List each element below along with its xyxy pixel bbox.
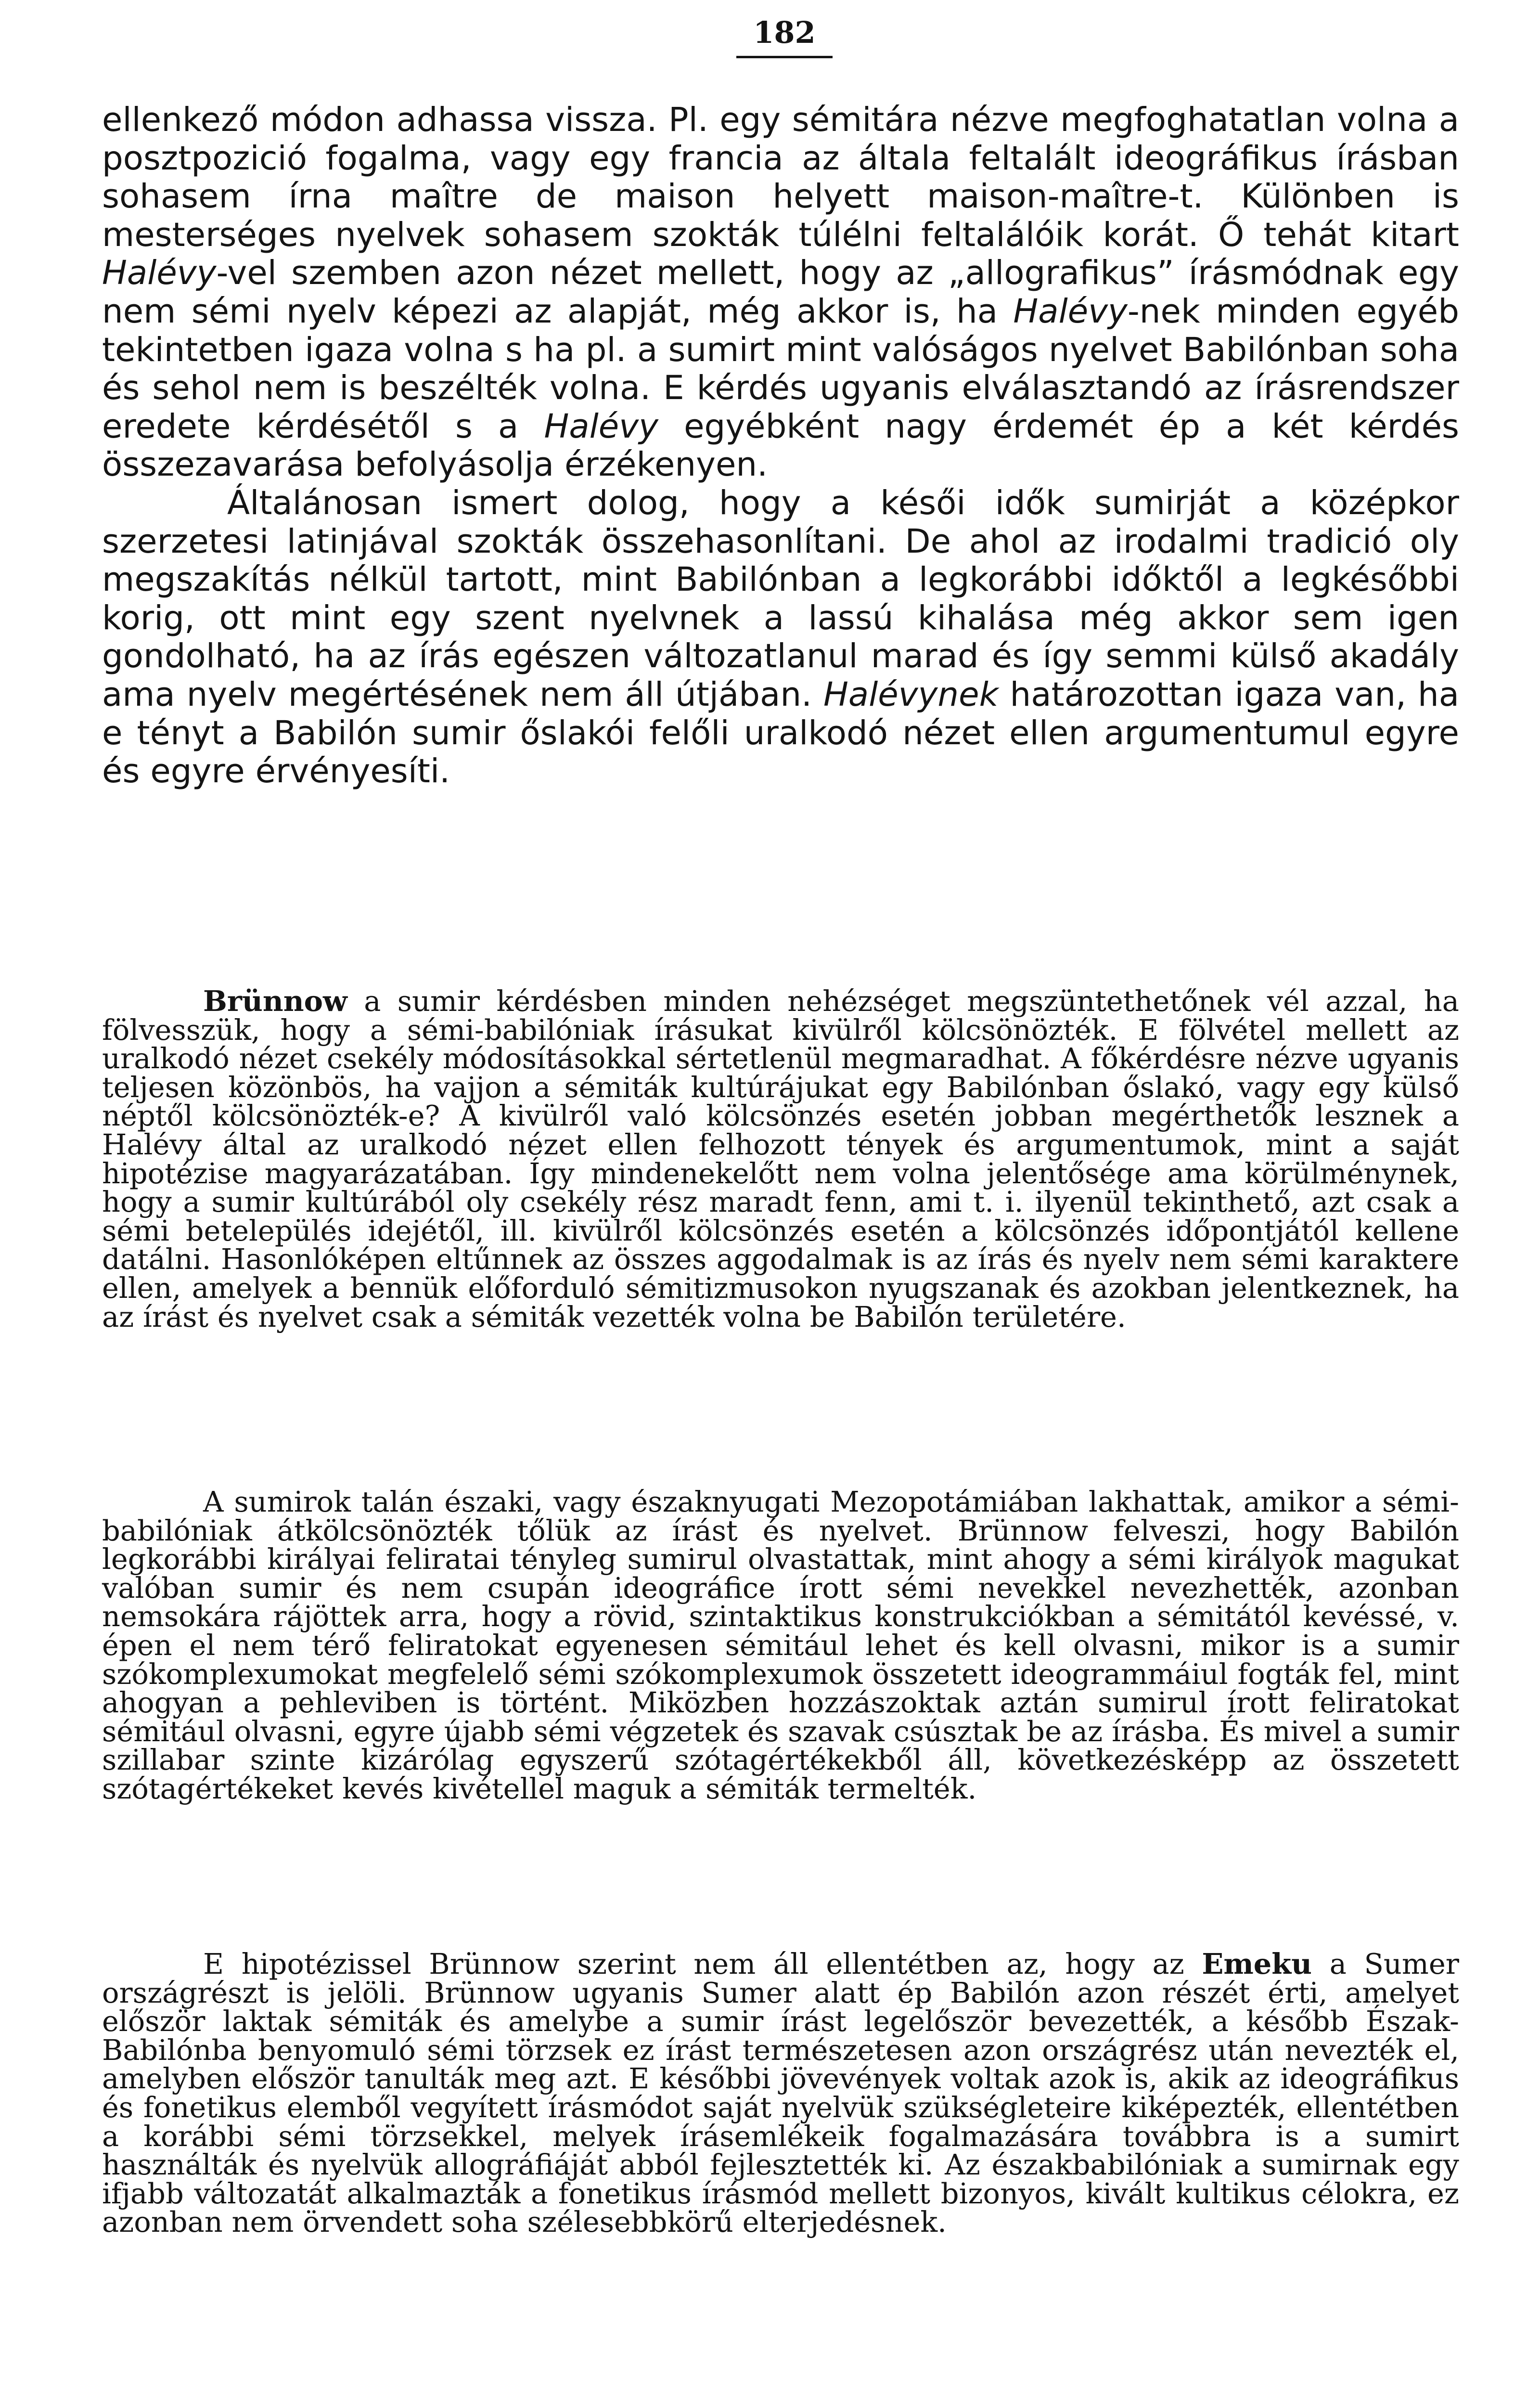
author-name-brunnow: Brünnow xyxy=(203,984,347,1018)
page-number: 182 xyxy=(736,13,833,58)
small-print-paragraph-3: E hipotézissel Brünnow szerint nem áll ellentétben az, hogy az Emeku a Sumer országrészt is jelöli. Brünnow ugyanis Sumer alatt ép Babilón azon részét érti, amelyet először laktak sémiták és amelybe a sumir írást legelőször bevezették, a később Észak-Babilónba benyomuló sémi törzsek ez írást természetesen azon országrész után nevezték el, amelyben először tanulták meg azt. E későbbi jövevények voltak azok is, akik az ideográfikus és fonetikus elemből vegyített írásmódot saját nyelvük szükségleteire kiképezték, ellentétben a korábbi sémi törzsekkel, melyek írásemlékeik fogalmazására továbbra is a sumirt használták és nyelvük allográfiáját abból fejlesztették ki. Az északbabilóniak a sumirnak egy ifjabb változatát alkalmazták a fonetikus írásmód mellett bizonyos, kivált kultikus célokra, ez azonban nem örvendett soha szélesebbkörű elterjedésnek. xyxy=(102,1947,1459,2239)
small-print-paragraph-2: A sumirok talán északi, vagy északnyugati Mezopotámiában lakhattak, amikor a sémi-babilóniak átkölcsönözték tőlük az írást és nyelvet. Brünnow felveszi, hogy Babilón legkorábbi királyai feliratai tényleg sumirul olvastattak, mint ahogy a sémi királyok magukat valóban sumir és nem csupán ideográfice írott sémi nevekkel nevezhették, azonban nemsokára rájöttek arra, hogy a rövid, szintaktikus konstrukciókban a sémitától kevéssé, v. épen el nem térő feliratokat egyenesen sémitául lehet és kell olvasni, mikor is a sumir szókomplexumokat megfelelő sémi szókomplexumok összetett ideogrammáiul fogták fel, mint ahogyan a pehleviben is történt. Miközben hozzászoktak aztán sumirul írott feliratokat sémitául olvasni, egyre újabb sémi végzetek és szavak csúsztak be az írásba. És mivel a sumir szillabar szinte kizárólag egyszerű szótagértékekből áll, következésképp az összetett szótagértékeket kevés kivétellel maguk a sémiták termelték. xyxy=(102,1485,1459,1805)
author-name-halevy: Halévynek xyxy=(823,675,999,714)
author-name-halevy: Halévy xyxy=(102,254,217,293)
author-name-halevy: Halévy xyxy=(544,407,658,446)
main-paragraph-1: ellenkező módon adhassa vissza. Pl. egy sémitára nézve megfoghatatlan volna a posztpozició fogalma, vagy egy francia az általa feltalált ideográfikus írásban sohasem írna maître de maison helyett maison-maître-t. Különben is mesterséges nyelvek sohasem szokták túlélni feltalálóik korát. Ő tehát kitart Halévy-vel szemben azon nézet mellett, hogy az „allografikus” írásmódnak egy nem sémi nyelv képezi az alapját, még akkor is, ha Halévy-nek minden egyéb tekintetben igaza volna s ha pl. a sumirt mint valóságos nyelvet Babilónban soha és sehol nem is beszélték volna. E kérdés ugyanis elválasztandó az írásrendszer eredete kérdésétől s a Halévy egyébként nagy érdemét ép a két kérdés összezavarása befolyásolja érzékenyen. xyxy=(102,101,1460,484)
main-text xyxy=(102,101,1459,791)
main-paragraph-2: Általánosan ismert dolog, hogy a késői idők sumirját a középkor szerzetesi latinjával szokták összehasonlítani. De ahol az irodalmi tradició oly megszakítás nélkül tartott, mint Babilónban a legkorábbi időktől a legkésőbbi korig, ott mint egy szent nyelvnek a lassú kihalása még akkor sem igen gondolható, ha az írás egészen változatlanul marad és így semmi külső akadály ama nyelv megértésének nem áll útjában. Halévynek határozottan igaza van, ha e tényt a Babilón sumir őslakói felőli uralkodó nézet ellen argumentumul egyre és egyre érvényesíti. xyxy=(102,483,1459,791)
author-name-halevy: Halévy xyxy=(1013,292,1128,331)
small-print-paragraph-1: Brünnow a sumir kérdésben minden nehézséget megszüntethetőnek vél azzal, ha fölvesszük, hogy a sémi-babilóniak írásukat kivülről kölcsönözték. E fölvétel mellett az uralkodó nézet csekély módosításokkal sértetlenül megmaradhat. A főkérdésre nézve ugyanis teljesen közönbös, ha vajjon a sémiták kultúrájukat egy Babilónban őslakó, vagy egy külső néptől kölcsönözték-e? A kivülről való kölcsönzés esetén jobban megérthetők lesznek a Halévy által az uralkodó nézet ellen felhozott tények és argumentumok, mint a saját hipotézise magyarázatában. Így mindenekelőtt nem volna jelentősége ama körülménynek, hogy a sumir kultúrából oly csekély rész maradt fenn, ami t. i. ilyenül tekinthető, azt csak a sémi betelepülés idejétől, ill. kivülről kölcsönzés esetén a kölcsönzés időpontjától kellene datálni. Hasonlóképen eltűnnek az összes aggodalmak is az írás és nyelv nem sémi karaktere ellen, amelyek a bennük előforduló sémitizmusokon nyugszanak és azokban jelentkeznek, ha az írást és nyelvet csak a sémiták vezették volna be Babilón területére. xyxy=(102,984,1459,1333)
term-emeku: Emeku xyxy=(1202,1947,1312,1980)
